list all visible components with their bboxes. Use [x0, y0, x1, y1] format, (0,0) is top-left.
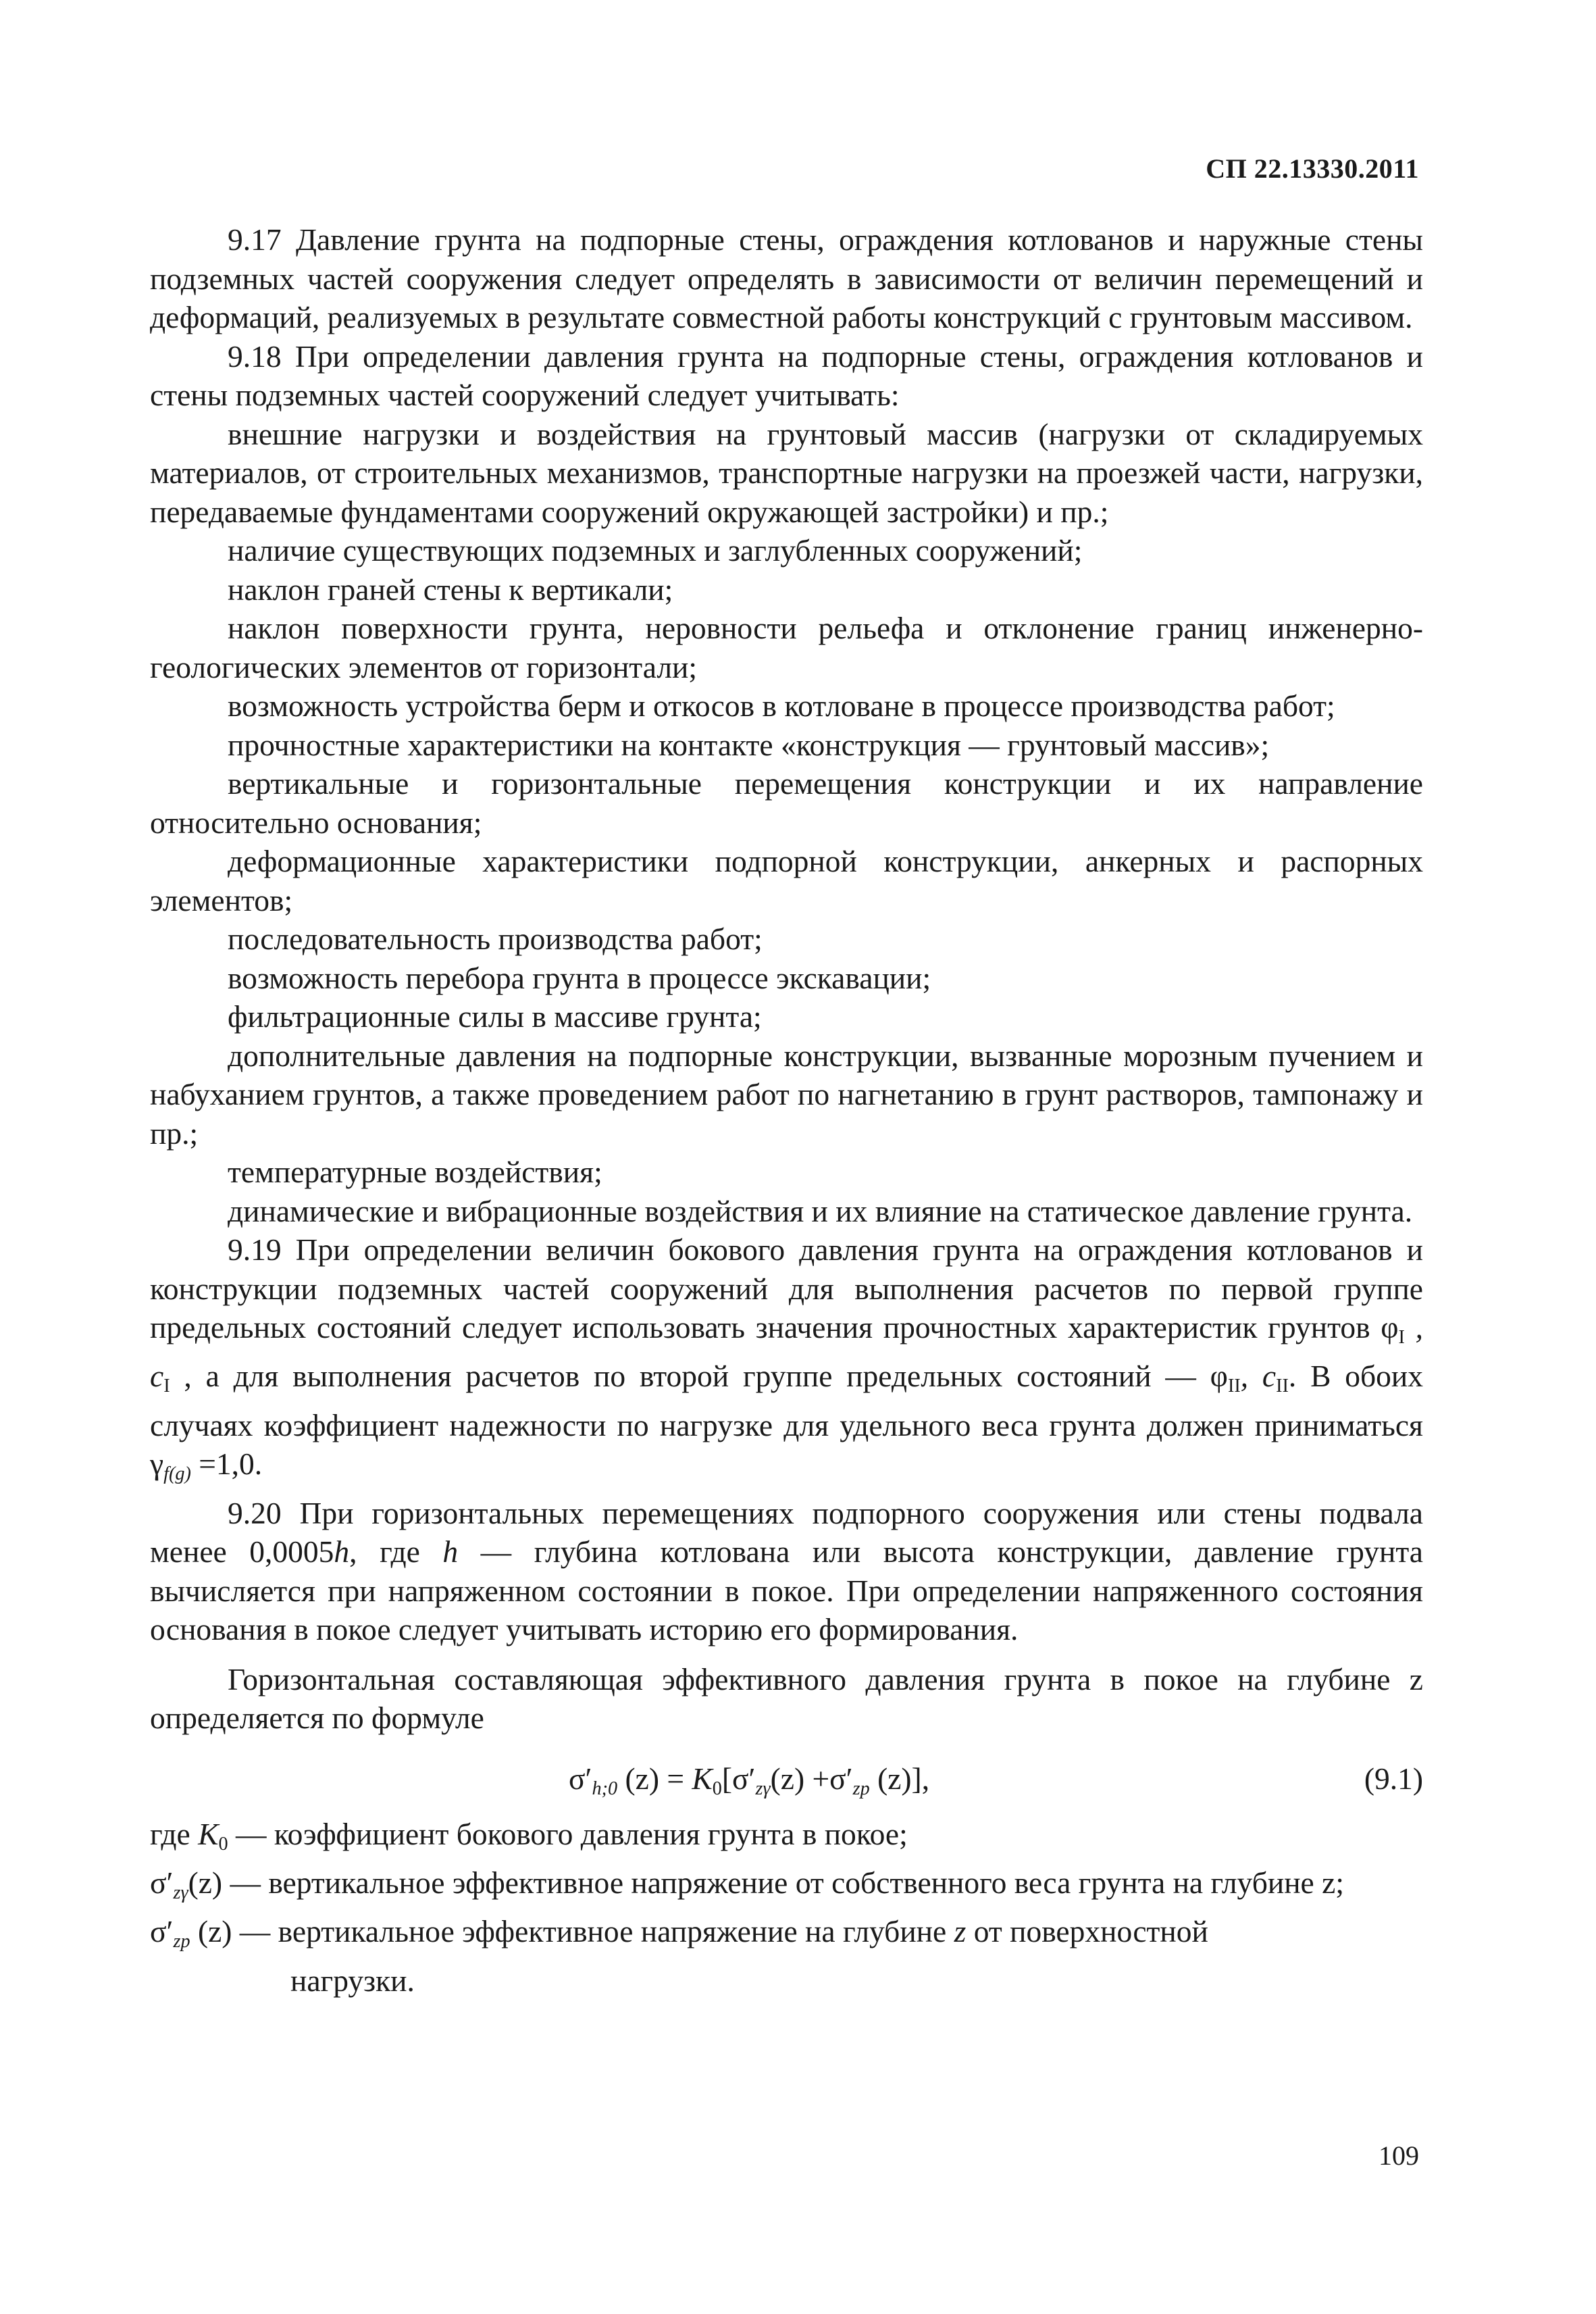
definition-sigma-zp-continued: нагрузки. — [290, 1963, 415, 1998]
formula-expression: $\sigma'_{h;0}$ $(z) = K_0[\sigma'_{z\gamma}(z) +\sigma'_{zp}$ (z)], — [569, 1761, 930, 1799]
list-item: вертикальные и горизонтальные перемещения конструкции и их направление относительно основания; — [150, 766, 1423, 840]
list-item: фильтрационные силы в массиве грунта; — [228, 999, 762, 1034]
definition-k0: где $K_0$ — коэффициент бокового давления грунта в покое; — [150, 1816, 908, 1855]
list-item: возможность перебора грунта в процессе экскавации; — [228, 960, 931, 995]
list-item: динамические и вибрационные воздействия и их влияние на статическое давление грунта. — [228, 1193, 1413, 1228]
definition-sigma-zp: $\sigma'_{zp}$ (z) — вертикальное эффективное напряжение на глубине z от поверхностной — [150, 1914, 1208, 1953]
formula-number: (9.1) — [1364, 1761, 1423, 1796]
list-item: наклон граней стены к вертикали; — [228, 572, 673, 607]
paragraph-9-19: 9.19 При определении величин бокового давления грунта на ограждения котлованов и конструкции подземных частей сооружений для выполнения расчетов по первой группе предельных состояний следует использовать значения прочностных характеристик грунтов $\varphi_I$ , $c_I$ , а для выполнения расчетов по второй группе предельных состояний — $\varphi_{II}$, $c_{II}$. В обоих случаях коэффициент надежности по нагрузке для удельного веса грунта должен приниматься $\gamma_{f(g)} =1,0$. — [150, 1232, 1424, 1485]
paragraph-9-17: 9.17 Давление грунта на подпорные стены, ограждения котлованов и наружные стены подземных частей сооружения следует определять в зависимости от величин перемещений и деформаций, реализуемых в результате совместной работы конструкций с грунтовым массивом. — [150, 222, 1423, 334]
formula-9-1 — [150, 1755, 1423, 1803]
list-item: наличие существующих подземных и заглубленных сооружений; — [228, 533, 1083, 568]
definition-sigma-zgamma: $\sigma'_{z\gamma}(z)$ — вертикальное эффективное напряжение от собственного веса грунта на глубине z; — [150, 1865, 1344, 1903]
list-item: возможность устройства берм и откосов в котловане в процессе производства работ; — [228, 688, 1335, 723]
paragraph-9-20: 9.20 При горизонтальных перемещениях подпорного сооружения или стены подвала менее 0,0005h, где h — глубина котлована или высота конструкции, давление грунта вычисляется при напряженном состоянии в покое. При определении напряженного состояния основания в покое следует учитывать историю его формирования. — [150, 1495, 1423, 1647]
list-item: внешние нагрузки и воздействия на грунтовый массив (нагрузки от складируемых материалов, от строительных механизмов, транспортные нагрузки на проезжей части, нагрузки, передаваемые фундаментами сооружений окружающей застройки) и пр.; — [150, 416, 1423, 529]
list-item: температурные воздействия; — [228, 1155, 602, 1189]
list-item: последовательность производства работ; — [228, 922, 763, 956]
list-item: наклон поверхности грунта, неровности рельефа и отклонение границ инженерно-геологических элементов от горизонтали; — [150, 611, 1423, 684]
document-code: СП 22.13330.2011 — [1206, 153, 1419, 184]
page-number: 109 — [1379, 2140, 1419, 2171]
page-body — [150, 220, 1423, 2000]
list-item: деформационные характеристики подпорной конструкции, анкерных и распорных элементов; — [150, 844, 1423, 917]
list-item: дополнительные давления на подпорные конструкции, вызванные морозным пучением и набуханием грунтов, а также проведением работ по нагнетанию в грунт растворов, тампонажу и пр.; — [150, 1038, 1423, 1151]
paragraph-9-18-intro: 9.18 При определении давления грунта на подпорные стены, ограждения котлованов и стены подземных частей сооружений следует учитывать: — [150, 338, 1423, 412]
paragraph-formula-intro: Горизонтальная составляющая эффективного давления грунта в покое на глубине z определяется по формуле — [150, 1661, 1423, 1736]
list-item: прочностные характеристики на контакте «конструкция — грунтовый массив»; — [228, 727, 1270, 762]
